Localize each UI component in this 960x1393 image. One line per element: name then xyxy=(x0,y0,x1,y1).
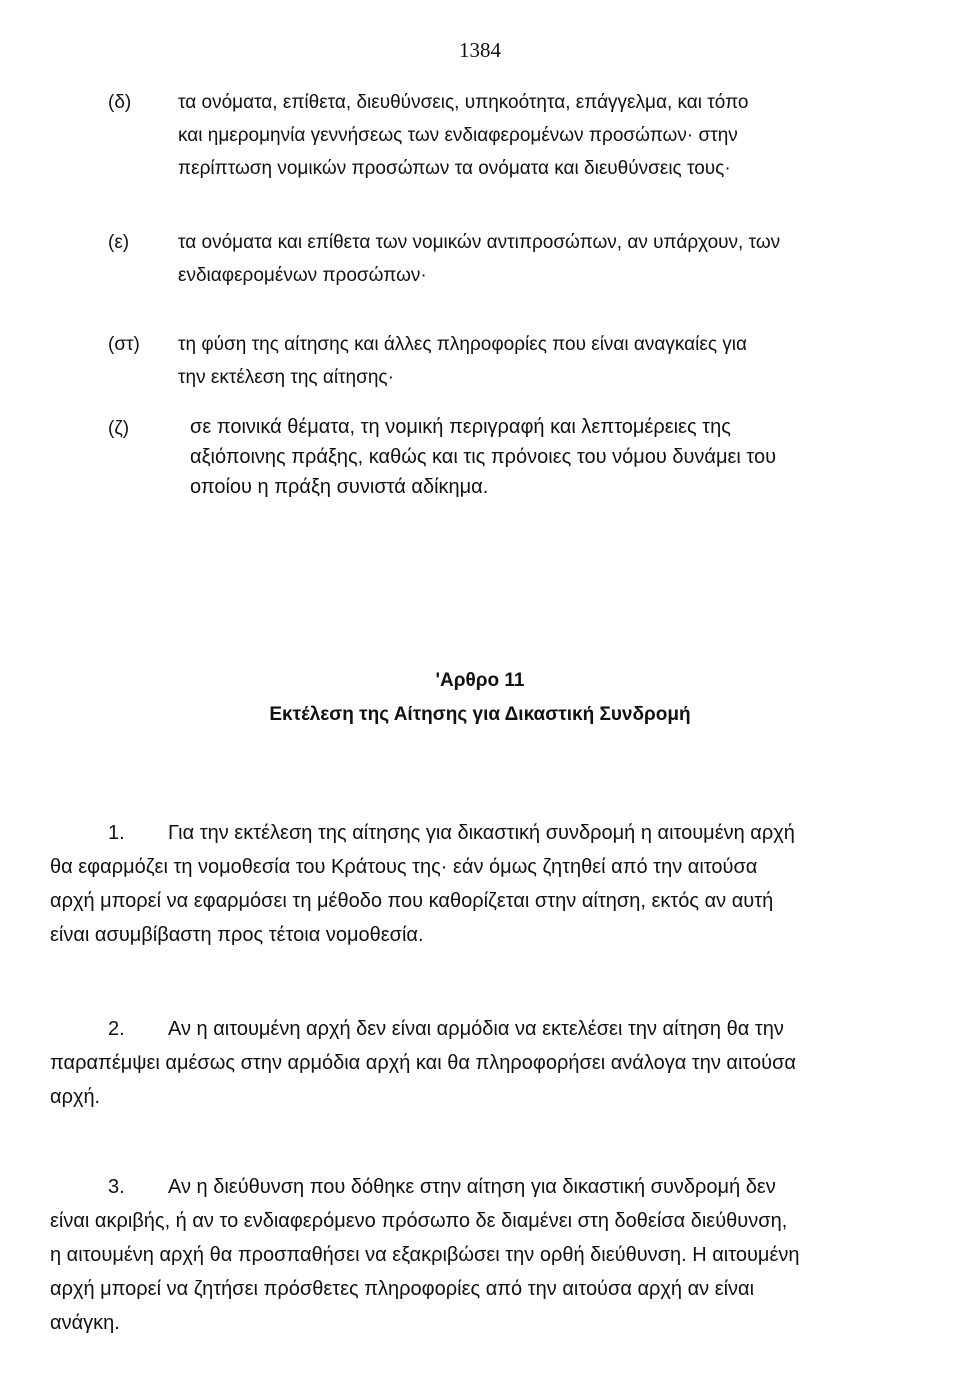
paragraph xyxy=(50,1012,865,1114)
paragraph-line: θα εφαρμόζει τη νομοθεσία του Κράτους της· εάν όμως ζητηθεί από την αιτούσα xyxy=(50,856,758,878)
paragraph-line: Αν η διεύθυνση που δόθηκε στην αίτηση για δικαστική συνδρομή δεν xyxy=(168,1176,776,1198)
item-line: και ημερομηνία γεννήσεως των ενδιαφερομένων προσώπων· στην xyxy=(178,125,738,146)
article-title: 'Αρθρο 11 xyxy=(435,670,525,691)
item-line: ενδιαφερομένων προσώπων· xyxy=(178,265,427,286)
paragraph-line: παραπέμψει αμέσως στην αρμόδια αρχή και θα πληροφορήσει ανάλογα την αιτούσα xyxy=(50,1052,796,1074)
item-label: (ε) xyxy=(108,232,130,253)
paragraph-number: 3. xyxy=(108,1176,125,1198)
paragraph-line: η αιτουμένη αρχή θα προσπαθήσει να εξακριβώσει την ορθή διεύθυνση. Η αιτουμένη xyxy=(50,1244,800,1266)
item-label: (δ) xyxy=(108,92,132,113)
item-line: την εκτέλεση της αίτησης· xyxy=(178,367,394,388)
article-subtitle: Εκτέλεση της Αίτησης για Δικαστική Συνδρομή xyxy=(269,704,691,725)
paragraph-line: αρχή. xyxy=(50,1086,101,1108)
item-line: αξιόποινης πράξης, καθώς και τις πρόνοιες του νόμου δυνάμει του xyxy=(190,446,777,468)
paragraph-line: αρχή μπορεί να εφαρμόσει τη μέθοδο που καθορίζεται στην αίτηση, εκτός αν αυτή xyxy=(50,890,774,912)
item-text xyxy=(178,328,878,394)
paragraph-line: ανάγκη. xyxy=(50,1312,120,1334)
article-heading xyxy=(0,664,960,732)
item-line: περίπτωση νομικών προσώπων τα ονόματα και διευθύνσεις τους· xyxy=(178,158,731,179)
item-text xyxy=(178,86,878,185)
item-text xyxy=(178,226,878,292)
paragraph-first-line xyxy=(50,816,865,850)
item-line: τα ονόματα και επίθετα των νομικών αντιπροσώπων, αν υπάρχουν, των xyxy=(178,232,781,253)
item-line: τη φύση της αίτησης και άλλες πληροφορίες που είναι αναγκαίες για xyxy=(178,334,747,355)
page-number: 1384 xyxy=(459,38,501,62)
item-label: (στ) xyxy=(108,334,140,355)
paragraph-number: 2. xyxy=(108,1018,125,1040)
paragraph-line: είναι ασυμβίβαστη προς τέτοια νομοθεσία. xyxy=(50,924,424,946)
paragraph-number: 1. xyxy=(108,822,125,844)
paragraph xyxy=(50,816,865,952)
paragraph xyxy=(50,1170,865,1340)
item-line: οποίου η πράξη συνιστά αδίκημα. xyxy=(190,476,489,498)
paragraph-line: Αν η αιτουμένη αρχή δεν είναι αρμόδια να εκτελέσει την αίτηση θα την xyxy=(168,1018,784,1040)
paragraph-line: αρχή μπορεί να ζητήσει πρόσθετες πληροφορίες από την αιτούσα αρχή αν είναι xyxy=(50,1278,755,1300)
paragraph-line: Για την εκτέλεση της αίτησης για δικαστική συνδρομή η αιτουμένη αρχή xyxy=(168,822,795,844)
paragraph-line: είναι ακριβής, ή αν το ενδιαφερόμενο πρόσωπο δε διαμένει στη δοθείσα διεύθυνση, xyxy=(50,1210,788,1232)
item-text xyxy=(190,412,880,502)
item-line: σε ποινικά θέματα, τη νομική περιγραφή και λεπτομέρειες της xyxy=(190,416,731,438)
item-line: τα ονόματα, επίθετα, διευθύνσεις, υπηκοότητα, επάγγελμα, και τόπο xyxy=(178,92,749,113)
paragraph-first-line xyxy=(50,1170,865,1204)
item-label: (ζ) xyxy=(108,418,130,439)
paragraph-first-line xyxy=(50,1012,865,1046)
